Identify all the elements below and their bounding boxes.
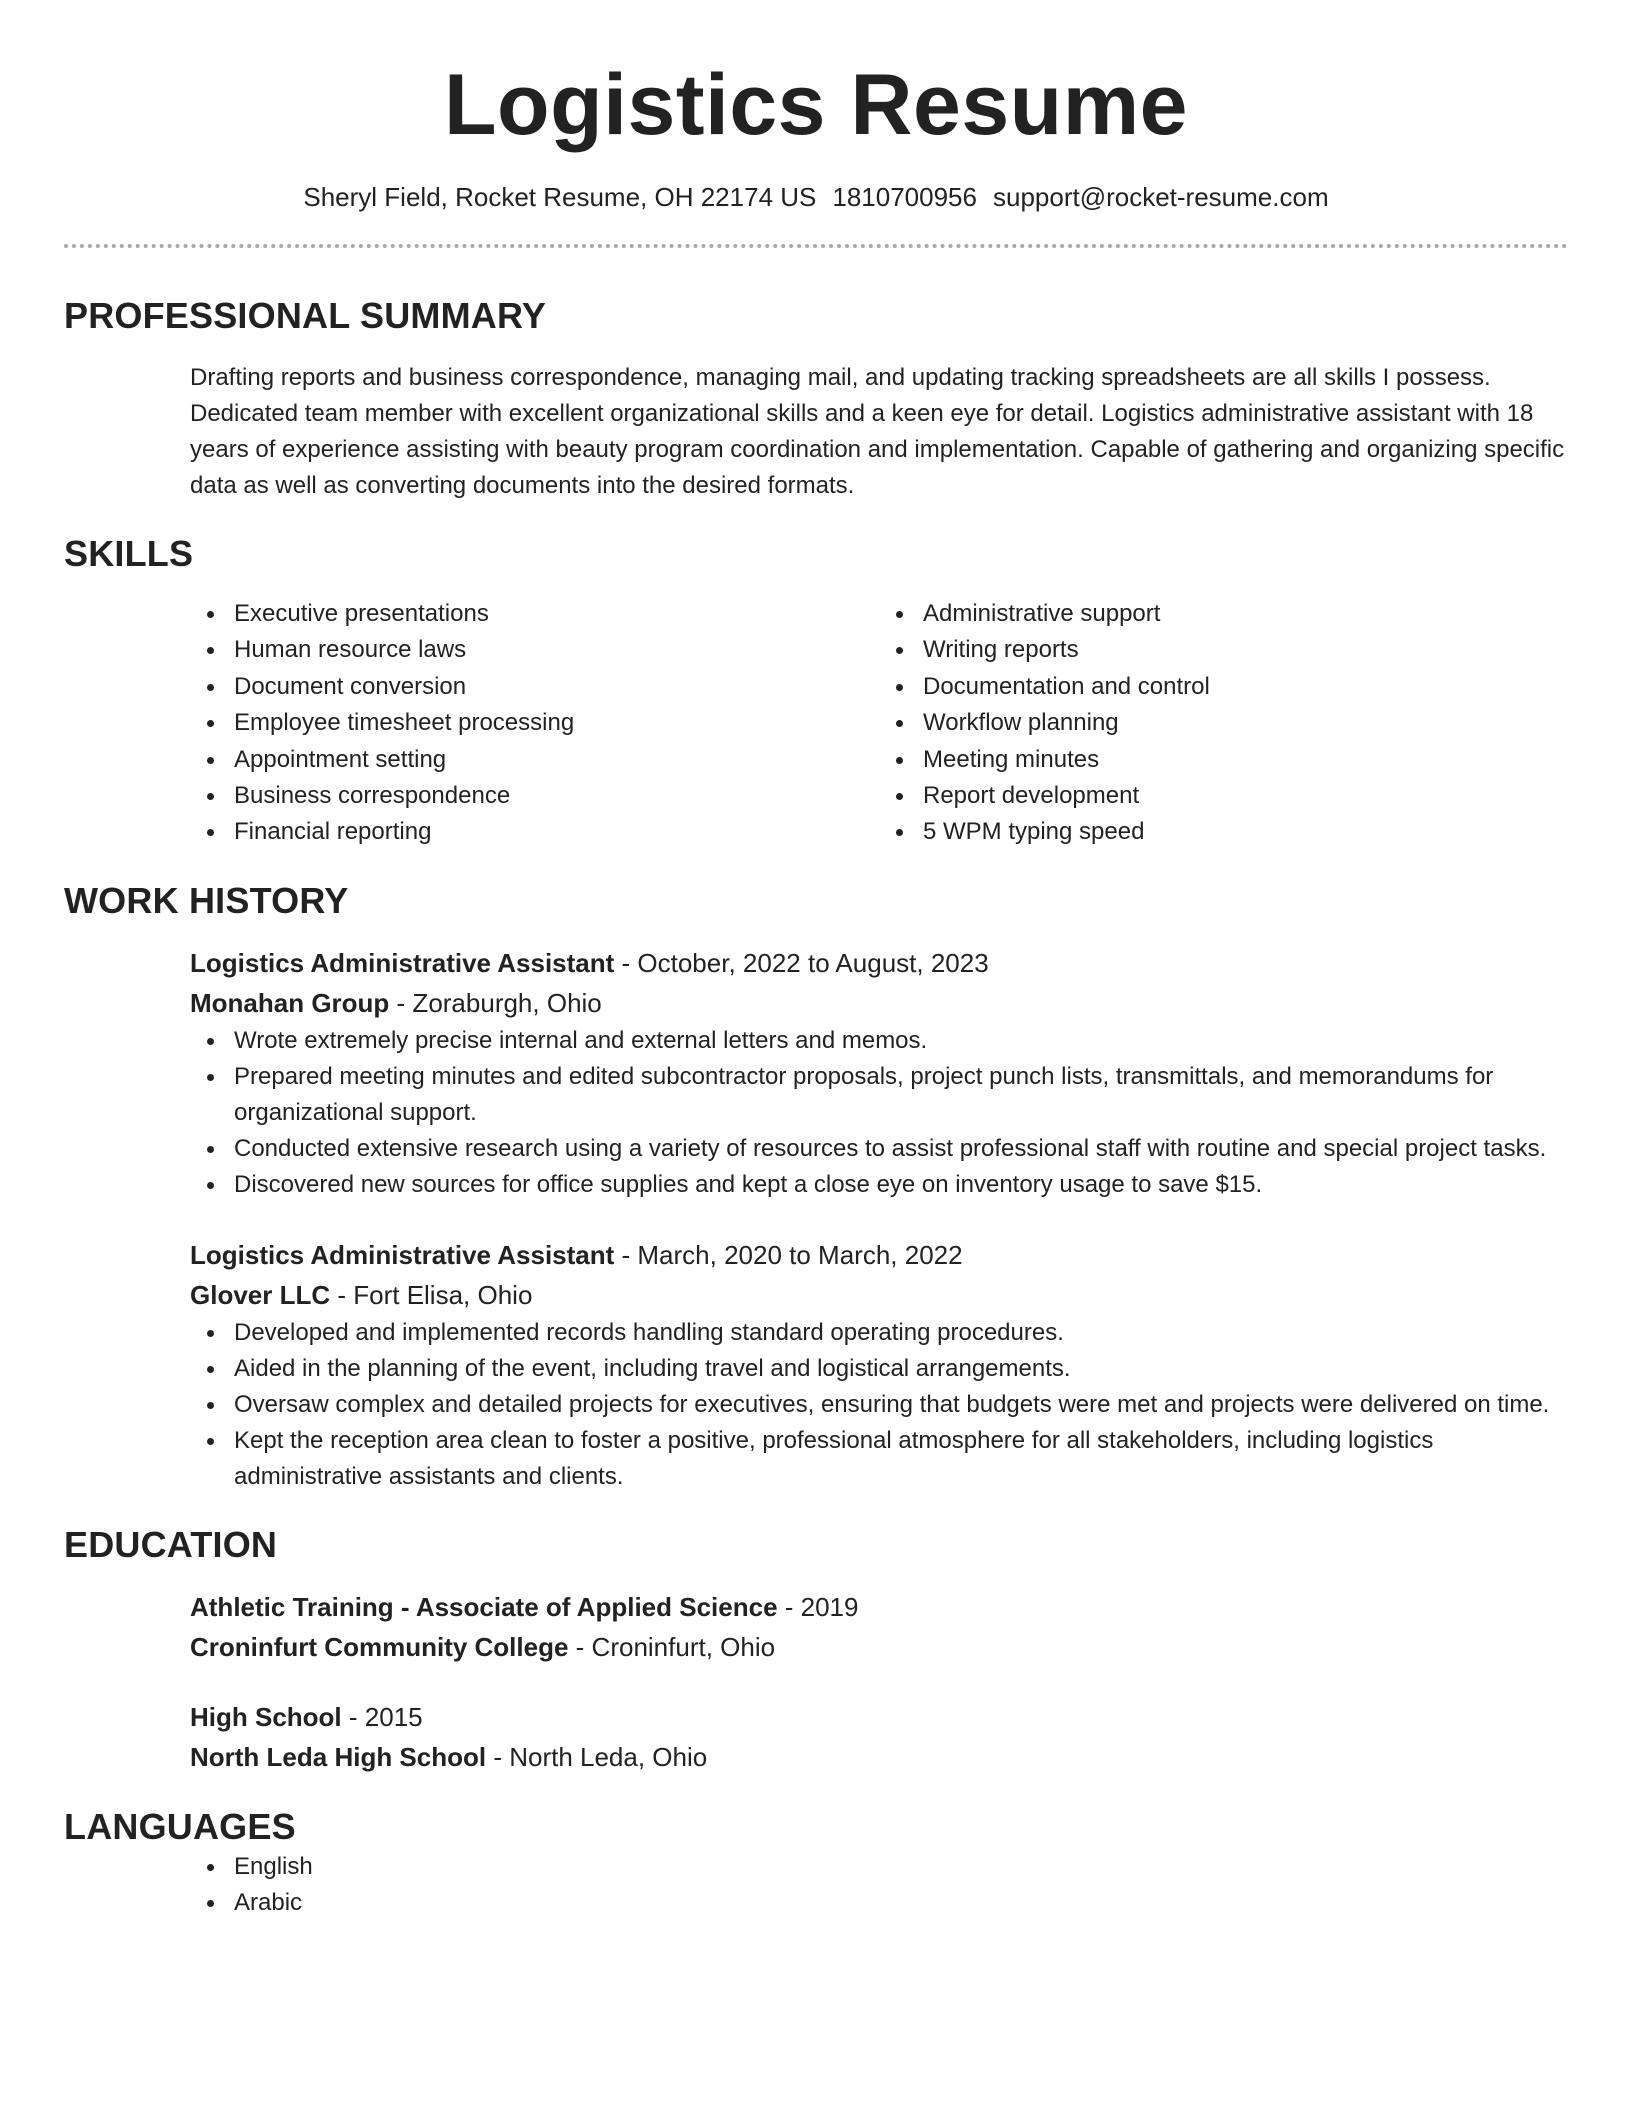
- education-school: Croninfurt Community College: [190, 1631, 569, 1662]
- summary-heading: PROFESSIONAL SUMMARY: [64, 295, 547, 336]
- job-bullets: [190, 1315, 1568, 1495]
- contact-phone: 1810700956: [832, 182, 977, 212]
- education-school-line: [190, 1737, 1568, 1777]
- job-title: Logistics Administrative Assistant: [190, 947, 615, 978]
- education-location: - North Leda, Ohio: [486, 1741, 708, 1772]
- languages-section: [190, 1849, 1568, 1921]
- language-item: Arabic: [234, 1885, 1568, 1921]
- skill-item: Writing reports: [923, 632, 1568, 668]
- skill-item: Documentation and control: [923, 669, 1568, 705]
- work-history-heading: WORK HISTORY: [64, 879, 349, 921]
- skills-heading: SKILLS: [64, 533, 194, 574]
- job-bullet: Prepared meeting minutes and edited subcontractor proposals, project punch lists, transmittals, and memorandums for organizational support.: [234, 1059, 1568, 1131]
- skills-column-right: [879, 596, 1568, 851]
- skill-item: Employee timesheet processing: [234, 705, 879, 741]
- job-dates: - March, 2020 to March, 2022: [614, 1239, 963, 1270]
- job-dates: - October, 2022 to August, 2023: [614, 947, 989, 978]
- languages-list: [190, 1849, 1568, 1921]
- skill-item: Workflow planning: [923, 705, 1568, 741]
- skill-item: Business correspondence: [234, 778, 879, 814]
- language-item: English: [234, 1849, 1568, 1885]
- skills-section: [190, 596, 1568, 851]
- education-section: [190, 1587, 1568, 1777]
- job-bullets: [190, 1023, 1568, 1203]
- contact-email: support@rocket-resume.com: [992, 182, 1329, 212]
- job-bullet: Conducted extensive research using a variety of resources to assist professional staff with routine and special project tasks.: [234, 1131, 1568, 1167]
- job-location: - Fort Elisa, Ohio: [330, 1279, 533, 1310]
- job-title-line: [190, 1235, 1568, 1275]
- job-company-line: [190, 983, 1568, 1023]
- skill-item: Administrative support: [923, 596, 1568, 632]
- skill-item: Human resource laws: [234, 632, 879, 668]
- skill-item: Executive presentations: [234, 596, 879, 632]
- languages-heading: LANGUAGES: [64, 1805, 296, 1847]
- skill-item: Report development: [923, 778, 1568, 814]
- education-degree-line: [190, 1587, 1568, 1627]
- education-school: North Leda High School: [190, 1741, 487, 1772]
- skills-grid: [190, 596, 1568, 851]
- skill-item: Appointment setting: [234, 742, 879, 778]
- header-divider: [64, 244, 1568, 248]
- job-title: Logistics Administrative Assistant: [190, 1239, 615, 1270]
- job-bullet: Oversaw complex and detailed projects for executives, ensuring that budgets were met and projects were delivered on time.: [234, 1387, 1568, 1423]
- education-year: - 2015: [341, 1701, 423, 1732]
- education-degree: High School: [190, 1701, 342, 1732]
- education-heading: EDUCATION: [64, 1523, 278, 1565]
- skill-item: 5 WPM typing speed: [923, 814, 1568, 850]
- job-bullet: Aided in the planning of the event, including travel and logistical arrangements.: [234, 1351, 1568, 1387]
- skills-column-left: [190, 596, 879, 851]
- job-location: - Zoraburgh, Ohio: [389, 987, 602, 1018]
- skill-item: Financial reporting: [234, 814, 879, 850]
- job-bullet: Developed and implemented records handling standard operating procedures.: [234, 1315, 1568, 1351]
- education-degree: Athletic Training - Associate of Applied Science: [190, 1591, 778, 1622]
- job-company: Monahan Group: [190, 987, 390, 1018]
- education-school-line: [190, 1627, 1568, 1667]
- job-bullet: Discovered new sources for office supplies and kept a close eye on inventory usage to save $15.: [234, 1167, 1568, 1203]
- job-company: Glover LLC: [190, 1279, 331, 1310]
- skill-item: Document conversion: [234, 669, 879, 705]
- resume-page: [64, 0, 1568, 1921]
- education-degree-line: [190, 1697, 1568, 1737]
- job-company-line: [190, 1275, 1568, 1315]
- job-bullet: Kept the reception area clean to foster a positive, professional atmosphere for all stakeholders, including logistics administrative assistants and clients.: [234, 1423, 1568, 1495]
- job-title-line: [190, 943, 1568, 983]
- resume-title: Logistics Resume: [444, 57, 1188, 153]
- education-year: - 2019: [777, 1591, 859, 1622]
- education-location: - Croninfurt, Ohio: [568, 1631, 776, 1662]
- skill-item: Meeting minutes: [923, 742, 1568, 778]
- work-history-section: [190, 943, 1568, 1495]
- contact-line: [64, 180, 1568, 214]
- job-bullet: Wrote extremely precise internal and external letters and memos.: [234, 1023, 1568, 1059]
- contact-address: Sheryl Field, Rocket Resume, OH 22174 US: [303, 182, 817, 212]
- summary-text: Drafting reports and business correspondence, managing mail, and updating tracking spreadsheets are all skills I possess. Dedicated team member with excellent organizational skills and a keen eye for detail. Logistics administrative assistant with 18 years of experience assisting with beauty program coordination and implementation. Capable of gathering and organizing specific data as well as converting documents into the desired formats.: [190, 364, 1565, 499]
- summary-section: [190, 360, 1568, 504]
